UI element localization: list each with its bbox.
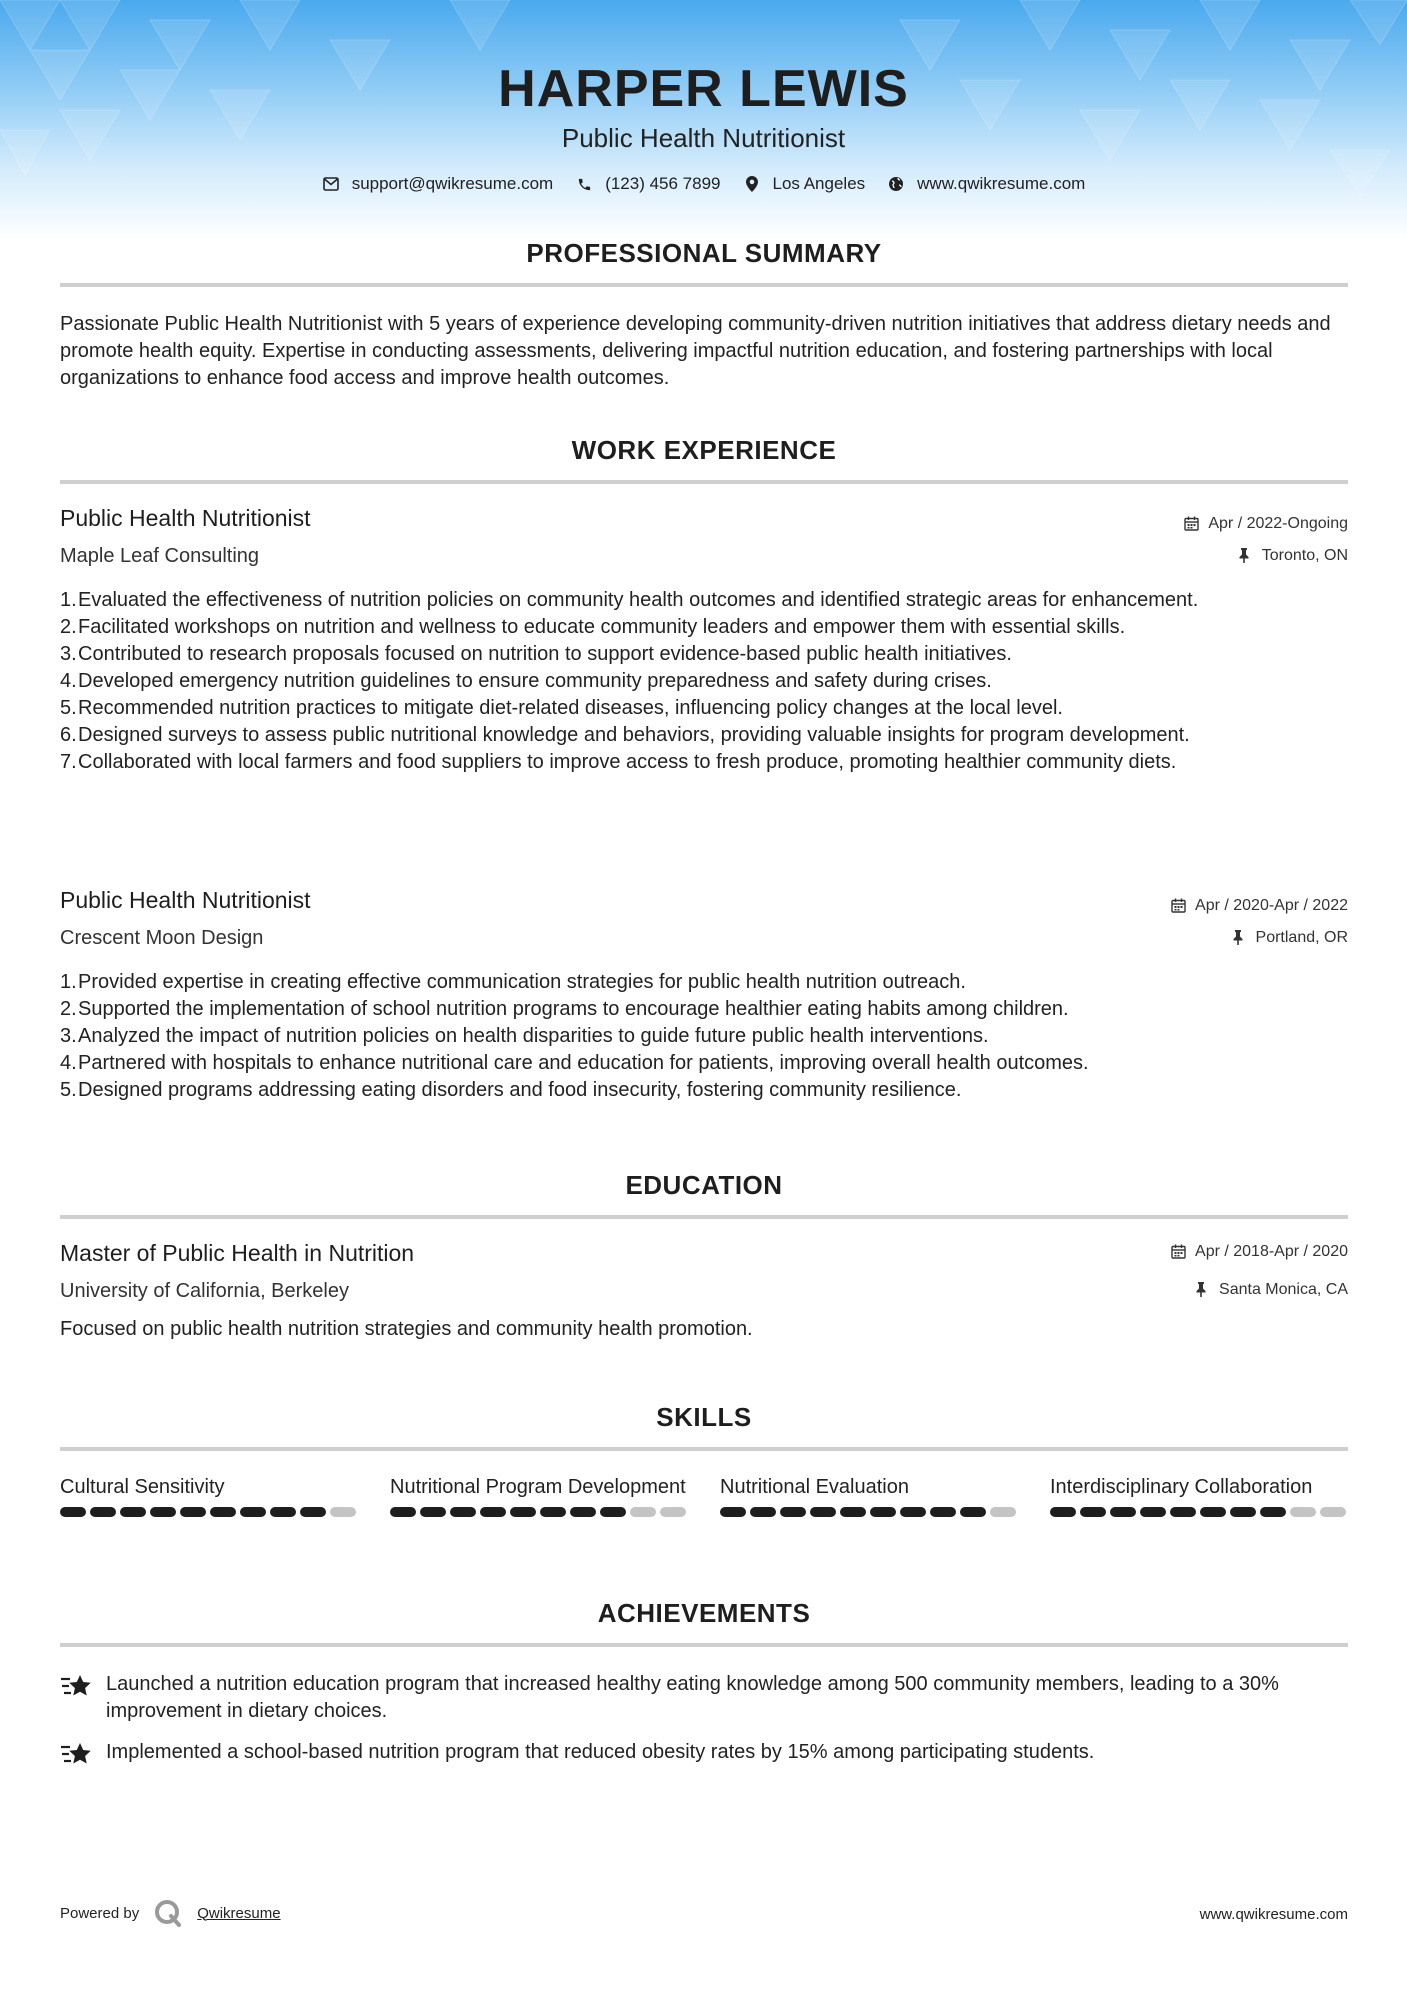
skills-divider — [60, 1447, 1348, 1451]
list-item: Analyzed the impact of nutrition policies on health disparities to guide future public health interventions. — [78, 1025, 989, 1047]
pin-icon — [1238, 548, 1254, 564]
skill-item — [1050, 1474, 1350, 1517]
summary-heading: PROFESSIONAL SUMMARY — [526, 238, 882, 268]
job-1-location-text: Toronto, ON — [1261, 547, 1348, 564]
skill-name: Cultural Sensitivity — [60, 1476, 225, 1498]
map-pin-icon — [743, 175, 761, 193]
skill-meter-segment — [990, 1507, 1016, 1517]
footer-website[interactable]: www.qwikresume.com — [1199, 1906, 1348, 1923]
job-2-title: Public Health Nutritionist — [60, 887, 311, 913]
education-location-text: Santa Monica, CA — [1219, 1281, 1348, 1298]
website-text: www.qwikresume.com — [917, 174, 1086, 193]
skill-item — [60, 1474, 360, 1517]
job-1-location — [1238, 547, 1348, 565]
skill-meter-segment — [1230, 1507, 1256, 1517]
envelope-icon — [322, 175, 340, 193]
pin-icon — [1232, 930, 1248, 946]
job-2-company: Crescent Moon Design — [60, 927, 264, 949]
location-text: Los Angeles — [772, 174, 866, 193]
skill-meter-segment — [570, 1507, 596, 1517]
contact-website[interactable] — [887, 174, 1085, 194]
skill-meter-segment — [1200, 1507, 1226, 1517]
skill-meter — [60, 1507, 360, 1517]
skill-meter-segment — [600, 1507, 626, 1517]
experience-heading: WORK EXPERIENCE — [571, 435, 837, 465]
skills-heading: SKILLS — [656, 1402, 752, 1432]
list-item: Contributed to research proposals focused on nutrition to support evidence-based public health initiatives. — [78, 643, 1012, 665]
skill-meter-segment — [1260, 1507, 1286, 1517]
skill-meter-segment — [1170, 1507, 1196, 1517]
skill-meter-segment — [810, 1507, 836, 1517]
skill-meter-segment — [1320, 1507, 1346, 1517]
list-item: Designed programs addressing eating disorders and food insecurity, fostering community resilience. — [78, 1079, 962, 1101]
job-1-company: Maple Leaf Consulting — [60, 545, 260, 567]
contact-phone[interactable] — [575, 174, 720, 194]
skill-meter-segment — [90, 1507, 116, 1517]
skill-meter-segment — [390, 1507, 416, 1517]
skill-meter-segment — [870, 1507, 896, 1517]
job-1-bullets — [60, 587, 1348, 776]
phone-text: (123) 456 7899 — [605, 174, 721, 193]
skill-meter-segment — [1110, 1507, 1136, 1517]
skill-meter-segment — [1080, 1507, 1106, 1517]
summary-divider — [60, 283, 1348, 287]
education-location — [1195, 1281, 1348, 1299]
skill-meter-segment — [900, 1507, 926, 1517]
job-2-bullets — [60, 969, 1348, 1104]
star-icon — [60, 1741, 94, 1769]
skill-meter-segment — [930, 1507, 956, 1517]
contact-location — [743, 174, 866, 194]
skill-name: Nutritional Program Development — [390, 1476, 686, 1498]
skill-item — [720, 1474, 1020, 1517]
list-item: Developed emergency nutrition guidelines to ensure community preparedness and safety during crises. — [78, 670, 992, 692]
skill-name: Nutritional Evaluation — [720, 1476, 909, 1498]
job-2-dates — [1171, 897, 1348, 915]
skills-grid — [60, 1474, 1348, 1517]
contact-row — [0, 174, 1407, 194]
skill-meter-segment — [660, 1507, 686, 1517]
skill-meter-segment — [720, 1507, 746, 1517]
resume-header — [0, 58, 1407, 194]
experience-divider — [60, 480, 1348, 484]
education-divider — [60, 1215, 1348, 1219]
job-1-dates-text: Apr / 2022-Ongoing — [1208, 515, 1348, 532]
skill-meter-segment — [180, 1507, 206, 1517]
job-2-dates-text: Apr / 2020-Apr / 2022 — [1195, 897, 1348, 914]
skill-item — [390, 1474, 690, 1517]
skill-meter-segment — [300, 1507, 326, 1517]
list-item: Supported the implementation of school nutrition programs to encourage healthier eating habits among children. — [78, 998, 1069, 1020]
achievements-divider — [60, 1643, 1348, 1647]
qwikresume-logo-icon — [153, 1898, 183, 1928]
list-item: Provided expertise in creating effective communication strategies for public health nutrition outreach. — [78, 971, 966, 993]
job-1-dates — [1184, 515, 1348, 533]
calendar-icon — [1184, 516, 1200, 532]
brand-link[interactable]: Qwikresume — [197, 1904, 281, 1922]
powered-by-label: Powered by — [60, 1904, 140, 1922]
pin-icon — [1195, 1282, 1211, 1298]
list-item: Partnered with hospitals to enhance nutritional care and education for patients, improving overall health outcomes. — [78, 1052, 1089, 1074]
education-degree: Master of Public Health in Nutrition — [60, 1240, 415, 1266]
email-text: support@qwikresume.com — [351, 174, 554, 193]
skill-meter-segment — [1140, 1507, 1166, 1517]
skill-meter-segment — [120, 1507, 146, 1517]
skill-meter-segment — [540, 1507, 566, 1517]
education-description: Focused on public health nutrition strategies and community health promotion. — [60, 1318, 753, 1340]
contact-email[interactable] — [322, 174, 554, 194]
candidate-name: HARPER LEWIS — [498, 60, 909, 118]
summary-text: Passionate Public Health Nutritionist with 5 years of experience developing community-driven nutrition initiatives that address dietary needs and promote health equity. Expertise in conducting assessments, delivering impactful nutrition education, and fostering partnerships with local organizations to enhance food access and improve health outcomes. — [60, 313, 1331, 389]
skill-meter-segment — [450, 1507, 476, 1517]
skill-meter-segment — [1290, 1507, 1316, 1517]
skill-meter-segment — [1050, 1507, 1076, 1517]
calendar-icon — [1171, 1244, 1187, 1260]
skill-meter — [390, 1507, 690, 1517]
footer-powered-by — [60, 1898, 281, 1928]
skill-meter-segment — [480, 1507, 506, 1517]
job-2-location — [1232, 929, 1348, 947]
phone-icon — [575, 175, 593, 193]
skill-meter-segment — [270, 1507, 296, 1517]
skill-meter-segment — [510, 1507, 536, 1517]
list-item: Designed surveys to assess public nutritional knowledge and behaviors, providing valuable insights for program development. — [78, 724, 1190, 746]
education-heading: EDUCATION — [625, 1170, 783, 1200]
skill-meter-segment — [780, 1507, 806, 1517]
skill-name: Interdisciplinary Collaboration — [1050, 1476, 1313, 1498]
skill-meter-segment — [240, 1507, 266, 1517]
skill-meter-segment — [630, 1507, 656, 1517]
job-1-title: Public Health Nutritionist — [60, 505, 311, 531]
achievement-text: Launched a nutrition education program that increased healthy eating knowledge among 500 community members, leading to a 30% improvement in dietary choices. — [106, 1673, 1279, 1722]
list-item: Evaluated the effectiveness of nutrition policies on community health outcomes and identified strategic areas for enhancement. — [78, 589, 1199, 611]
education-dates — [1171, 1243, 1348, 1261]
achievement-item — [60, 1671, 1348, 1725]
education-dates-text: Apr / 2018-Apr / 2020 — [1195, 1243, 1348, 1260]
list-item: Facilitated workshops on nutrition and wellness to educate community leaders and empower them with essential skills. — [78, 616, 1126, 638]
skill-meter-segment — [210, 1507, 236, 1517]
achievement-text: Implemented a school-based nutrition program that reduced obesity rates by 15% among participating students. — [106, 1741, 1095, 1763]
education-school: University of California, Berkeley — [60, 1280, 349, 1302]
skill-meter-segment — [750, 1507, 776, 1517]
skill-meter-segment — [420, 1507, 446, 1517]
star-icon — [60, 1673, 94, 1701]
skill-meter-segment — [960, 1507, 986, 1517]
skill-meter — [1050, 1507, 1350, 1517]
list-item: Collaborated with local farmers and food suppliers to improve access to fresh produce, promoting healthier community diets. — [78, 751, 1177, 773]
skill-meter — [720, 1507, 1020, 1517]
skill-meter-segment — [330, 1507, 356, 1517]
list-item: Recommended nutrition practices to mitigate diet-related diseases, influencing policy changes at the local level. — [78, 697, 1063, 719]
skill-meter-segment — [60, 1507, 86, 1517]
job-2-location-text: Portland, OR — [1255, 929, 1348, 946]
calendar-icon — [1171, 898, 1187, 914]
skill-meter-segment — [150, 1507, 176, 1517]
achievements-heading: ACHIEVEMENTS — [597, 1598, 811, 1628]
globe-icon — [887, 175, 905, 193]
candidate-title: Public Health Nutritionist — [561, 123, 846, 153]
achievement-item — [60, 1739, 1348, 1769]
skill-meter-segment — [840, 1507, 866, 1517]
